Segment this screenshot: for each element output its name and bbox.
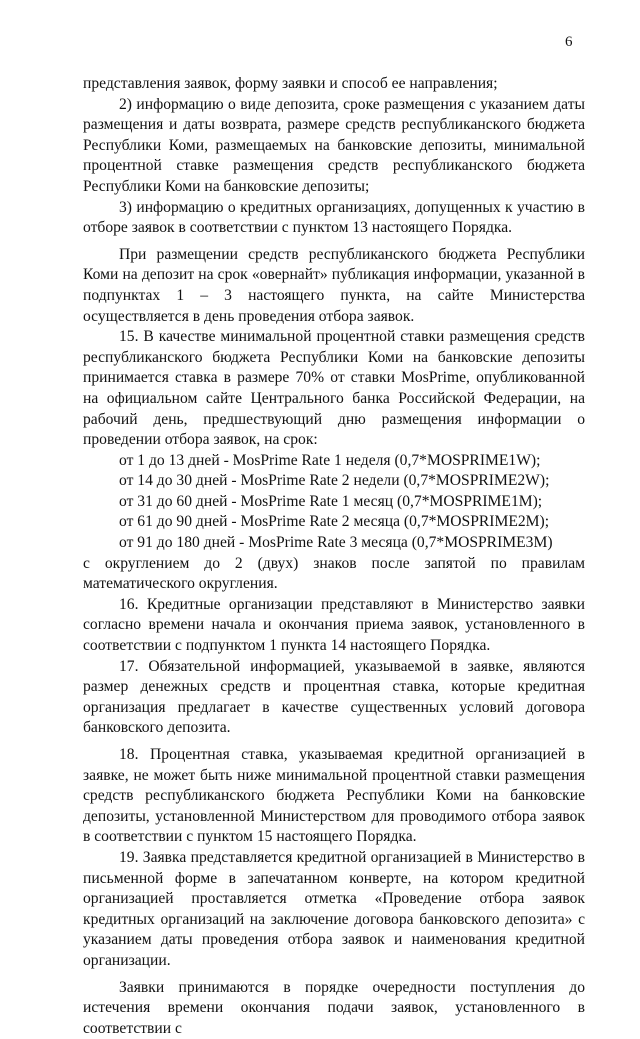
paragraph-19: 19. Заявка представляется кредитной организацией в Министерство в письменной форме в запечатанном конверте, на котором кредитной организацией проставляется отметка «Проведение отбора заявок кредитных организаций на заключение договора банковского депозита» с указанием даты проведения отбора заявок и наименования кредитной организации. bbox=[83, 848, 585, 969]
term-91-180-days: от 91 до 180 дней - MosPrime Rate 3 месяца (0,7*MOSPRIME3M) bbox=[119, 534, 553, 552]
paragraph-16: 16. Кредитные организации представляют в Министерство заявки согласно времени начала и окончания приема заявок, установленного в соответствии с подпунктом 1 пункта 14 настоящего Порядка. bbox=[83, 595, 585, 655]
paragraph-continuation: представления заявок, форму заявки и способ ее направления; bbox=[83, 75, 498, 92]
term-31-60-days: от 31 до 60 дней - MosPrime Rate 1 месяц (0,7*MOSPRIME1M); bbox=[119, 492, 543, 510]
paragraph-18: 18. Процентная ставка, указываемая кредитной организацией в заявке, не может быть ниже минимальной процентной ставки размещения средств республиканского бюджета Республики Коми на банковские депозиты, установленной Министерством для проводимого отбора заявок в соответствии с пунктом 15 настоящего Порядка. bbox=[83, 746, 585, 846]
paragraph-15: 15. В качестве минимальной процентной ставки размещения средств республиканского бюджета Республики Коми на банковские депозиты принимается ставка в размере 70% от ставки MosPrime, опубликованной на официальном сайте Центрального банка Российской Федерации, на рабочий день, предшествующий дню размещения информации о проведении отбора заявок, на срок: bbox=[83, 328, 585, 449]
paragraph-rounding: с округлением до 2 (двух) знаков после запятой по правилам математического округления. bbox=[83, 554, 585, 593]
term-14-30-days: от 14 до 30 дней - MosPrime Rate 2 недели (0,7*MOSPRIME2W); bbox=[119, 472, 550, 490]
term-1-13-days: от 1 до 13 дней - MosPrime Rate 1 неделя (0,7*MOSPRIME1W); bbox=[119, 451, 541, 469]
paragraph-acceptance: Заявки принимаются в порядке очередности поступления до истечения времени окончания подачи заявок, установленного в соответствии с bbox=[83, 978, 585, 1037]
term-61-90-days: от 61 до 90 дней - MosPrime Rate 2 месяца (0,7*MOSPRIME2M); bbox=[119, 513, 550, 531]
paragraph-item-2: 2) информацию о виде депозита, сроке размещения с указанием даты размещения и даты возврата, размере средств республиканского бюджета Республики Коми, размещаемых на банковские депозиты, минимальной процентной ставке размещения средств республиканского бюджета Республики Коми на банковские депозиты; bbox=[83, 95, 585, 195]
body-text bbox=[83, 74, 585, 1039]
paragraph-item-3: 3) информацию о кредитных организациях, допущенных к участию в отборе заявок в соответствии с пунктом 13 настоящего Порядка. bbox=[83, 198, 585, 237]
page-number: 6 bbox=[565, 34, 573, 50]
paragraph-17: 17. Обязательной информацией, указываемой в заявке, являются размер денежных средств и процентная ставка, которые кредитная организация предлагает в качестве существенных условий договора банковского депозита. bbox=[83, 657, 585, 737]
paragraph-overnight: При размещении средств республиканского бюджета Республики Коми на депозит на срок «овернайт» публикация информации, указанной в подпунктах 1 – 3 настоящего пункта, на сайте Министерства осуществляется в день проведения отбора заявок. bbox=[83, 245, 585, 325]
